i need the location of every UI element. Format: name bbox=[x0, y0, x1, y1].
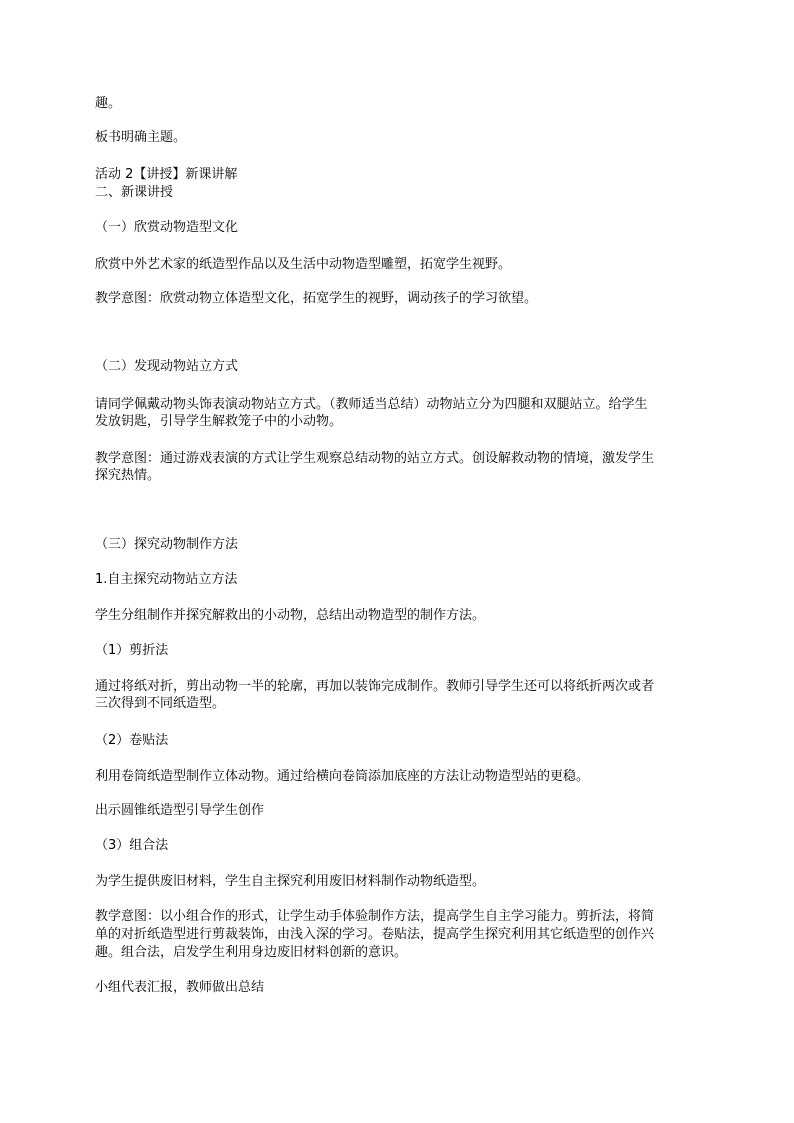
paragraph-line: 利用卷筒纸造型制作立体动物。通过给横向卷筒添加底座的方法让动物造型站的更稳。 bbox=[95, 769, 590, 784]
subsection-heading: （二）发现动物站立方式 bbox=[95, 359, 239, 374]
paragraph-line: 欣赏中外艺术家的纸造型作品以及生活中动物造型雕塑，拓宽学生视野。 bbox=[95, 257, 512, 272]
method-heading: （3）组合法 bbox=[95, 838, 169, 853]
paragraph-line: 发放钥匙，引导学生解救笼子中的小动物。 bbox=[95, 414, 343, 429]
numbered-heading: 1.自主探究动物站立方法 bbox=[95, 572, 238, 587]
paragraph-line: 请同学佩戴动物头饰表演动物站立方式。（教师适当总结）动物站立分为四腿和双腿站立。给学生 bbox=[95, 397, 648, 412]
paragraph-line: 教学意图：通过游戏表演的方式让学生观察总结动物的站立方式。创设解救动物的情境，激发学生 bbox=[95, 451, 655, 466]
activity-heading: 活动 2【讲授】新课讲解 bbox=[95, 167, 238, 182]
paragraph-line: 三次得到不同纸造型。 bbox=[95, 696, 226, 711]
paragraph-line: 单的对折纸造型进行剪裁装饰，由浅入深的学习。卷贴法，提高学生探究利用其它纸造型的创作兴 bbox=[95, 927, 655, 942]
paragraph-line: 出示圆锥纸造型引导学生创作 bbox=[95, 803, 265, 818]
paragraph-line: 教学意图：以小组合作的形式，让学生动手体验制作方法，提高学生自主学习能力。剪折法，将简 bbox=[95, 909, 655, 924]
paragraph-line: 通过将纸对折，剪出动物一半的轮廓，再加以装饰完成制作。教师引导学生还可以将纸折两次或者 bbox=[95, 679, 655, 694]
paragraph-line: 学生分组制作并探究解救出的小动物，总结出动物造型的制作方法。 bbox=[95, 608, 486, 623]
paragraph-line: 趣。组合法，启发学生利用身边废旧材料创新的意识。 bbox=[95, 945, 408, 960]
paragraph-line: 探究热情。 bbox=[95, 468, 161, 483]
section-heading: 二、新课讲授 bbox=[95, 185, 174, 200]
subsection-heading: （三）探究动物制作方法 bbox=[95, 537, 239, 552]
subsection-heading: （一）欣赏动物造型文化 bbox=[95, 220, 239, 235]
paragraph-line: 为学生提供废旧材料，学生自主探究利用废旧材料制作动物纸造型。 bbox=[95, 874, 486, 889]
method-heading: （1）剪折法 bbox=[95, 643, 169, 658]
paragraph-line: 板书明确主题。 bbox=[95, 130, 187, 145]
paragraph-line: 小组代表汇报，教师做出总结 bbox=[95, 980, 265, 995]
method-heading: （2）卷贴法 bbox=[95, 733, 169, 748]
paragraph-line: 趣。 bbox=[95, 96, 122, 111]
paragraph-line: 教学意图：欣赏动物立体造型文化，拓宽学生的视野，调动孩子的学习欲望。 bbox=[95, 291, 538, 306]
